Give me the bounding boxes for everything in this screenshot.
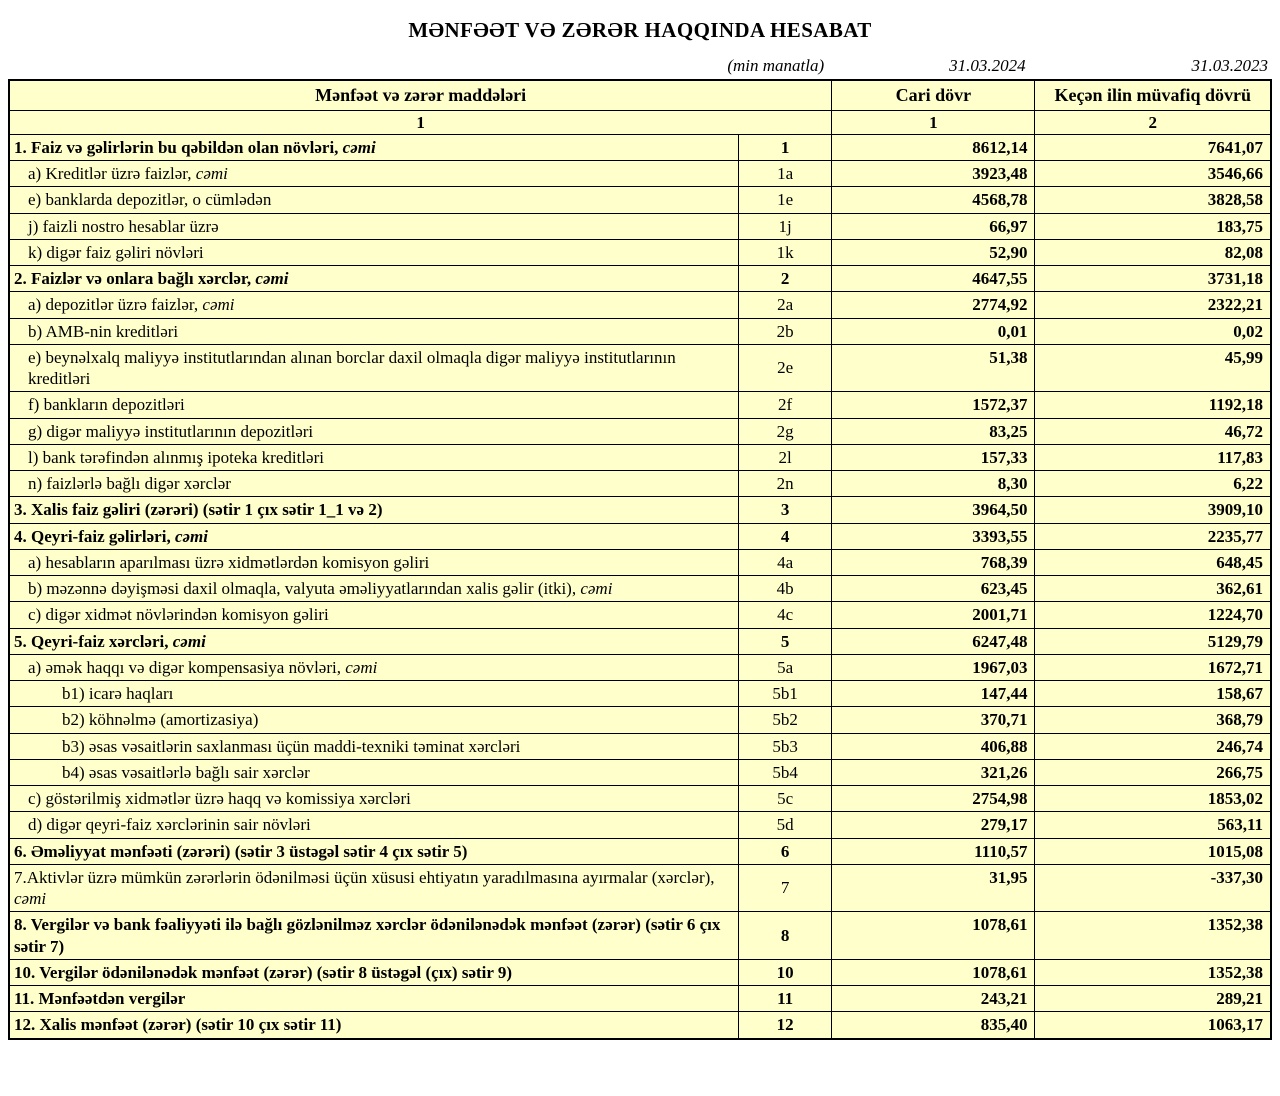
row-code: 2g	[738, 418, 831, 444]
colnum-current: 1	[832, 110, 1035, 134]
table-row	[9, 986, 1271, 1012]
row-label: b) AMB-nin kreditləri	[9, 318, 738, 344]
row-label: f) bankların depozitləri	[9, 392, 738, 418]
row-code: 4b	[738, 576, 831, 602]
row-label-italic-suffix: cəmi	[580, 579, 613, 599]
row-label: e) beynəlxalq maliyyə institutlarından alınan borclar daxil olmaqla digər maliyyə institutlarının kreditləri	[9, 344, 738, 392]
table-row	[9, 864, 1271, 912]
row-value-previous: 1192,18	[1035, 392, 1271, 418]
table-row	[9, 733, 1271, 759]
row-label-italic-suffix: cəmi	[14, 889, 47, 909]
row-label: g) digər maliyyə institutlarının depozitləri	[9, 418, 738, 444]
table-row	[9, 213, 1271, 239]
row-value-previous: 362,61	[1035, 576, 1271, 602]
row-value-previous: 1853,02	[1035, 786, 1271, 812]
row-value-current: 768,39	[832, 549, 1035, 575]
header-current-period: Cari dövr	[832, 80, 1035, 110]
row-code: 5b2	[738, 707, 831, 733]
row-code: 7	[738, 864, 831, 912]
row-value-previous: 3731,18	[1035, 266, 1271, 292]
table-header-row	[9, 80, 1271, 110]
row-code: 6	[738, 838, 831, 864]
row-label: b2) köhnəlmə (amortizasiya)	[9, 707, 738, 733]
table-row	[9, 838, 1271, 864]
row-value-previous: 0,02	[1035, 318, 1271, 344]
row-label: c) göstərilmiş xidmətlər üzrə haqq və komissiya xərcləri	[9, 786, 738, 812]
row-value-previous: -337,30	[1035, 864, 1271, 912]
row-value-previous: 3546,66	[1035, 161, 1271, 187]
row-code: 2e	[738, 344, 831, 392]
row-value-previous: 1352,38	[1035, 912, 1271, 960]
row-value-current: 4568,78	[832, 187, 1035, 213]
row-value-previous: 7641,07	[1035, 134, 1271, 160]
row-value-current: 2774,92	[832, 292, 1035, 318]
table-row	[9, 523, 1271, 549]
table-row	[9, 786, 1271, 812]
row-value-previous: 46,72	[1035, 418, 1271, 444]
unit-note: (min manatla)	[727, 56, 825, 75]
row-value-current: 370,71	[832, 707, 1035, 733]
row-value-current: 8612,14	[832, 134, 1035, 160]
row-value-previous: 6,22	[1035, 471, 1271, 497]
row-label-italic-suffix: cəmi	[345, 657, 378, 677]
row-label: b) məzənnə dəyişməsi daxil olmaqla, valyuta əməliyyatlarından xalis gəlir (itki), cəmi	[9, 576, 738, 602]
row-label: d) digər qeyri-faiz xərclərinin sair növləri	[9, 812, 738, 838]
row-code: 5b1	[738, 681, 831, 707]
row-value-previous: 5129,79	[1035, 628, 1271, 654]
row-value-current: 3393,55	[832, 523, 1035, 549]
period-current-date: 31.03.2024	[949, 56, 1026, 75]
profit-loss-table	[8, 79, 1272, 1040]
header-items: Mənfəət və zərər maddələri	[9, 80, 832, 110]
row-label: a) Kreditlər üzrə faizlər, cəmi	[9, 161, 738, 187]
table-row	[9, 471, 1271, 497]
row-code: 2a	[738, 292, 831, 318]
colnum-previous: 2	[1035, 110, 1271, 134]
row-code: 4	[738, 523, 831, 549]
row-code: 1a	[738, 161, 831, 187]
row-label-italic-suffix: cəmi	[202, 295, 235, 315]
table-row	[9, 134, 1271, 160]
row-value-previous: 648,45	[1035, 549, 1271, 575]
row-code: 5c	[738, 786, 831, 812]
row-value-current: 623,45	[832, 576, 1035, 602]
row-value-previous: 2322,21	[1035, 292, 1271, 318]
colnum-items: 1	[9, 110, 832, 134]
table-row	[9, 292, 1271, 318]
table-row	[9, 497, 1271, 523]
table-row	[9, 812, 1271, 838]
table-row	[9, 912, 1271, 960]
row-code: 4a	[738, 549, 831, 575]
row-label: 5. Qeyri-faiz xərcləri, cəmi	[9, 628, 738, 654]
row-value-previous: 246,74	[1035, 733, 1271, 759]
row-value-current: 83,25	[832, 418, 1035, 444]
row-label: 1. Faiz və gəlirlərin bu qəbildən olan növləri, cəmi	[9, 134, 738, 160]
row-value-current: 279,17	[832, 812, 1035, 838]
table-row	[9, 444, 1271, 470]
period-previous-date: 31.03.2023	[1191, 56, 1268, 75]
table-row	[9, 576, 1271, 602]
header-previous-period: Keçən ilin müvafiq dövrü	[1035, 80, 1271, 110]
row-code: 1j	[738, 213, 831, 239]
row-value-previous: 1672,71	[1035, 654, 1271, 680]
table-row	[9, 707, 1271, 733]
row-label-italic-suffix: cəmi	[172, 631, 206, 651]
row-value-previous: 183,75	[1035, 213, 1271, 239]
row-label: 2. Faizlər və onlara bağlı xərclər, cəmi	[9, 266, 738, 292]
row-value-current: 835,40	[832, 1012, 1035, 1039]
row-value-current: 1078,61	[832, 912, 1035, 960]
row-value-current: 6247,48	[832, 628, 1035, 654]
row-value-current: 0,01	[832, 318, 1035, 344]
row-code: 2b	[738, 318, 831, 344]
row-label: c) digər xidmət növlərindən komisyon gəliri	[9, 602, 738, 628]
row-value-previous: 3909,10	[1035, 497, 1271, 523]
row-value-previous: 1224,70	[1035, 602, 1271, 628]
row-value-previous: 1352,38	[1035, 959, 1271, 985]
row-value-current: 1110,57	[832, 838, 1035, 864]
row-code: 11	[738, 986, 831, 1012]
table-row	[9, 239, 1271, 265]
table-row	[9, 681, 1271, 707]
row-value-current: 1967,03	[832, 654, 1035, 680]
table-row	[9, 418, 1271, 444]
row-value-previous: 2235,77	[1035, 523, 1271, 549]
row-label-italic-suffix: cəmi	[342, 137, 376, 157]
row-code: 12	[738, 1012, 831, 1039]
row-value-previous: 1063,17	[1035, 1012, 1271, 1039]
row-code: 1e	[738, 187, 831, 213]
table-row	[9, 392, 1271, 418]
row-value-current: 4647,55	[832, 266, 1035, 292]
row-value-previous: 266,75	[1035, 759, 1271, 785]
table-row	[9, 959, 1271, 985]
row-label: 7.Aktivlər üzrə mümkün zərərlərin ödənilməsi üçün xüsusi ehtiyatın yaradılmasına ayırmalar (xərclər), cəmi	[9, 864, 738, 912]
row-value-current: 1078,61	[832, 959, 1035, 985]
table-row	[9, 628, 1271, 654]
row-label: n) faizlərlə bağlı digər xərclər	[9, 471, 738, 497]
row-value-previous: 368,79	[1035, 707, 1271, 733]
row-value-current: 8,30	[832, 471, 1035, 497]
row-label-italic-suffix: cəmi	[255, 269, 289, 289]
row-value-current: 243,21	[832, 986, 1035, 1012]
row-label: 6. Əməliyyat mənfəəti (zərəri) (sətir 3 üstəgəl sətir 4 çıx sətir 5)	[9, 838, 738, 864]
row-value-current: 2754,98	[832, 786, 1035, 812]
table-row	[9, 602, 1271, 628]
row-value-current: 31,95	[832, 864, 1035, 912]
row-code: 4c	[738, 602, 831, 628]
table-row	[9, 187, 1271, 213]
row-value-current: 321,26	[832, 759, 1035, 785]
row-value-current: 2001,71	[832, 602, 1035, 628]
row-label-italic-suffix: cəmi	[174, 526, 208, 546]
row-label: a) əmək haqqı və digər kompensasiya növləri, cəmi	[9, 654, 738, 680]
row-code: 10	[738, 959, 831, 985]
row-value-current: 51,38	[832, 344, 1035, 392]
row-value-current: 66,97	[832, 213, 1035, 239]
row-label: b3) əsas vəsaitlərin saxlanması üçün maddi-texniki təminat xərcləri	[9, 733, 738, 759]
table-row	[9, 266, 1271, 292]
row-label: e) banklarda depozitlər, o cümlədən	[9, 187, 738, 213]
table-colnum-row	[9, 110, 1271, 134]
row-value-current: 157,33	[832, 444, 1035, 470]
row-label: k) digər faiz gəliri növləri	[9, 239, 738, 265]
row-label: a) depozitlər üzrə faizlər, cəmi	[9, 292, 738, 318]
row-value-current: 3923,48	[832, 161, 1035, 187]
row-value-previous: 563,11	[1035, 812, 1271, 838]
row-value-current: 52,90	[832, 239, 1035, 265]
row-value-current: 1572,37	[832, 392, 1035, 418]
row-label-italic-suffix: cəmi	[195, 164, 228, 184]
row-label: 11. Mənfəətdən vergilər	[9, 986, 738, 1012]
row-label: 8. Vergilər və bank fəaliyyəti ilə bağlı gözlənilməz xərclər ödənilənədək mənfəət (zərər) (sətir 6 çıx sətir 7)	[9, 912, 738, 960]
row-code: 2n	[738, 471, 831, 497]
report-table-body	[9, 134, 1271, 1038]
row-code: 2	[738, 266, 831, 292]
row-code: 3	[738, 497, 831, 523]
table-row	[9, 161, 1271, 187]
row-label: 10. Vergilər ödənilənədək mənfəət (zərər) (sətir 8 üstəgəl (çıx) sətir 9)	[9, 959, 738, 985]
row-label: 12. Xalis mənfəət (zərər) (sətir 10 çıx sətir 11)	[9, 1012, 738, 1039]
table-row	[9, 759, 1271, 785]
table-row	[9, 318, 1271, 344]
row-code: 5d	[738, 812, 831, 838]
row-code: 5b3	[738, 733, 831, 759]
page-title: MƏNFƏƏT VƏ ZƏRƏR HAQQINDA HESABAT	[408, 18, 872, 42]
table-row	[9, 1012, 1271, 1039]
row-value-previous: 3828,58	[1035, 187, 1271, 213]
row-code: 1	[738, 134, 831, 160]
row-label: b1) icarə haqları	[9, 681, 738, 707]
row-code: 2l	[738, 444, 831, 470]
row-label: 3. Xalis faiz gəliri (zərəri) (sətir 1 çıx sətir 1_1 və 2)	[9, 497, 738, 523]
row-label: j) faizli nostro hesablar üzrə	[9, 213, 738, 239]
row-value-previous: 158,67	[1035, 681, 1271, 707]
row-value-previous: 82,08	[1035, 239, 1271, 265]
row-label: l) bank tərəfindən alınmış ipoteka kreditləri	[9, 444, 738, 470]
row-value-current: 147,44	[832, 681, 1035, 707]
row-label: a) hesabların aparılması üzrə xidmətlərdən komisyon gəliri	[9, 549, 738, 575]
row-code: 1k	[738, 239, 831, 265]
row-value-previous: 45,99	[1035, 344, 1271, 392]
row-code: 5	[738, 628, 831, 654]
row-code: 5b4	[738, 759, 831, 785]
row-code: 2f	[738, 392, 831, 418]
row-value-previous: 289,21	[1035, 986, 1271, 1012]
table-row	[9, 344, 1271, 392]
row-label: b4) əsas vəsaitlərlə bağlı sair xərclər	[9, 759, 738, 785]
row-label: 4. Qeyri-faiz gəlirləri, cəmi	[9, 523, 738, 549]
table-row	[9, 654, 1271, 680]
table-row	[9, 549, 1271, 575]
row-value-previous: 117,83	[1035, 444, 1271, 470]
row-value-current: 3964,50	[832, 497, 1035, 523]
row-code: 8	[738, 912, 831, 960]
subheader	[8, 55, 1272, 77]
row-value-previous: 1015,08	[1035, 838, 1271, 864]
row-value-current: 406,88	[832, 733, 1035, 759]
row-code: 5a	[738, 654, 831, 680]
